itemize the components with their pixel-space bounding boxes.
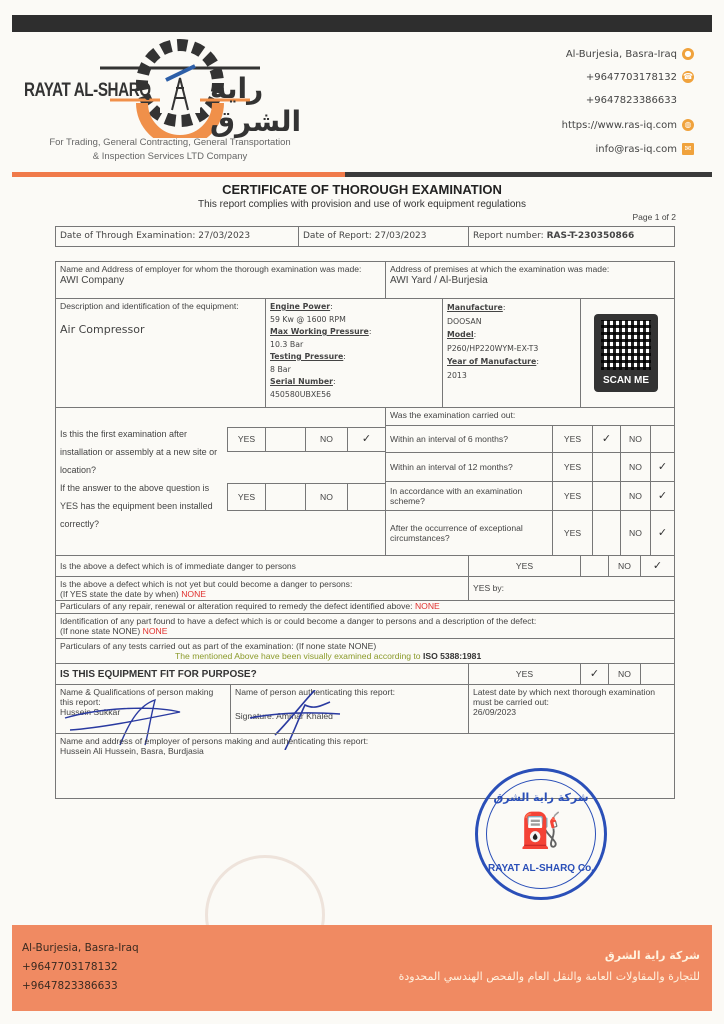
carried-out-no-checkbox[interactable]: [650, 425, 675, 453]
carried-out-question: After the occurrence of exceptional circumstances?: [385, 510, 553, 556]
year-value: 2013: [447, 370, 467, 380]
qr-cell: [580, 298, 675, 408]
identification-sub: (If none state NONE): [60, 626, 143, 636]
equipment-cell: [55, 298, 266, 408]
footer-arabic: [399, 945, 700, 987]
identification-label: Identification of any part found to have a defect which is or could become a danger to persons and a description of the defect:: [60, 616, 537, 626]
premises-label: Address of premises at which the examination was made:: [390, 264, 610, 274]
repair-label: Particulars of any repair, renewal or alteration required to remedy the defect identified above:: [60, 601, 415, 611]
carried-out-no-label: NO: [620, 452, 651, 482]
q1-no-label: NO: [305, 427, 348, 452]
auth-label: Name of person authenticating this report:: [235, 687, 396, 697]
engine-power-label: Engine Power: [270, 302, 331, 311]
serial-value: 450580UBXE56: [270, 389, 332, 399]
carried-out-yes-label: YES: [552, 425, 593, 453]
serial-label: Serial Number: [270, 377, 333, 386]
premises-value: AWI Yard / Al-Burjesia: [390, 275, 488, 286]
footer-arabic-desc: للتجارة والمقاولات العامة والنقل العام والفحص الهندسي المحدودة: [398, 970, 700, 983]
next-exam-date: 26/09/2023: [473, 707, 517, 717]
tests-label: Particulars of any tests carried out as part of the examination: (If none state NONE): [60, 641, 377, 651]
carried-out-no-label: NO: [620, 510, 651, 556]
immediate-no-label: NO: [608, 555, 641, 577]
manufacture-label: Manufacture: [447, 303, 503, 312]
yes-by-field[interactable]: YES by:: [468, 576, 675, 601]
immediate-danger-question: Is the above a defect which is of immediate danger to persons: [55, 555, 469, 577]
q2-yes-label: YES: [227, 483, 266, 511]
repair-cell: [55, 600, 675, 614]
contact-website[interactable]: [562, 119, 694, 131]
tests-cell: [55, 638, 675, 664]
testing-pressure-label: Testing Pressure: [270, 352, 344, 361]
q1-no-checkbox[interactable]: ✓: [347, 427, 386, 452]
first-exam-question: Is this the first examination after installation or assembly at a new site or location?: [60, 429, 218, 475]
qr-code-icon: [601, 320, 651, 370]
max-pressure-value: 10.3 Bar: [270, 339, 304, 349]
scan-me-label: SCAN ME: [602, 375, 650, 386]
identification-value: NONE: [142, 626, 168, 636]
manufacturer-cell: Manufacture: DOOSAN Model: P260/HP220WYM-EX-T3 Year of Manufacture: 2013: [442, 298, 581, 408]
divider-dark: [345, 172, 712, 177]
equipment-value: Air Compressor: [60, 323, 145, 336]
immediate-no-checkbox[interactable]: ✓: [640, 555, 675, 577]
equipment-label: Description and identification of the equipment:: [60, 301, 239, 311]
footer-contact: [22, 939, 139, 996]
q2-yes-checkbox[interactable]: [265, 483, 306, 511]
report-number-value: RAS-T-230350866: [546, 231, 635, 242]
future-danger-cell: [55, 576, 469, 601]
tagline-line-2: & Inspection Services LTD Company: [92, 151, 248, 162]
report-number-label: Report number:: [473, 231, 544, 242]
employer-label: Name and Address of employer for whom the thorough examination was made:: [60, 264, 362, 274]
carried-out-no-checkbox[interactable]: ✓: [650, 510, 675, 556]
footer-arabic-name: شركة راية الشرق: [604, 949, 700, 962]
page-number: Page 1 of 2: [632, 212, 676, 222]
employer-persons-value: Hussein Ali Hussein, Basra, Burdjasia: [60, 746, 204, 756]
footer: [12, 925, 712, 1011]
contact-phone-1: [586, 71, 694, 83]
future-danger-question: Is the above a defect which is not yet but could become a danger to persons:: [60, 579, 353, 589]
footer-phone-1: +9647703178132: [22, 961, 118, 973]
model-value: P260/HP220WYM-EX-T3: [447, 343, 539, 353]
stamp-arabic-text: شركة راية الشرق: [493, 791, 589, 804]
carried-out-yes-checkbox[interactable]: [592, 481, 621, 511]
company-stamp: [475, 768, 607, 900]
fit-no-checkbox[interactable]: [640, 663, 675, 685]
carried-out-yes-label: YES: [552, 481, 593, 511]
contact-text: +9647823386633: [585, 95, 677, 106]
exam-date: Date of Through Examination: 27/03/2023: [55, 226, 299, 247]
footer-phone-2: +9647823386633: [22, 980, 118, 992]
carried-out-yes-checkbox[interactable]: [592, 510, 621, 556]
year-label: Year of Manufacture: [447, 357, 537, 366]
contact-text: Al-Burjesia, Basra-Iraq: [565, 48, 677, 60]
globe-icon: ◍: [682, 119, 694, 131]
maker-label: Name & Qualifications of person making this report:: [60, 687, 214, 707]
footer-address: Al-Burjesia, Basra-Iraq: [22, 942, 139, 954]
equipment-specs-cell: Engine Power: 59 Kw @ 1600 RPM Max Working Pressure: 10.3 Bar Testing Pressure: 8 Bar Serial Number: 450580UBXE56: [265, 298, 443, 408]
model-label: Model: [447, 330, 474, 339]
contact-phone-2: [586, 95, 677, 106]
manufacture-value: DOOSAN: [447, 316, 482, 326]
fit-yes-label: YES: [468, 663, 581, 685]
carried-out-no-label: NO: [620, 425, 651, 453]
fit-no-label: NO: [608, 663, 641, 685]
stamp-english-text: RAYAT AL-SHARQ Co.: [488, 863, 594, 874]
auth-name: Signature: Ammar Khaled: [235, 711, 333, 721]
certificate-title: CERTIFICATE OF THOROUGH EXAMINATION: [222, 182, 502, 197]
contact-address: [566, 48, 694, 60]
identification-cell: [55, 613, 675, 639]
employer-value: AWI Company: [60, 275, 125, 286]
location-pin-icon: ●: [682, 48, 694, 60]
future-danger-sub: (If YES state the date by when): [60, 589, 182, 599]
tests-value: The mentioned Above have been visually examined according to: [175, 651, 423, 661]
oil-pump-icon: ⛽: [519, 812, 563, 850]
future-danger-value: NONE: [181, 589, 207, 599]
carried-out-label: Was the examination carried out:: [385, 407, 675, 426]
report-number: [468, 226, 675, 247]
repair-value: NONE: [414, 601, 440, 611]
carried-out-yes-checkbox[interactable]: [592, 452, 621, 482]
employer-cell: [55, 261, 386, 299]
contact-text: +9647703178132: [585, 71, 677, 83]
divider-orange: [12, 172, 345, 177]
carried-out-no-checkbox[interactable]: ✓: [650, 481, 675, 511]
tagline-line-1: For Trading, General Contracting, General Transportation: [49, 137, 291, 148]
installed-correctly-question: If the answer to the above question is YES has the equipment been installed correctly?: [60, 483, 213, 529]
maker-name: Hussein Sukkar: [60, 707, 121, 717]
tests-standard: ISO 5388:1981: [422, 651, 482, 661]
q1-yes-label: YES: [227, 427, 266, 452]
testing-pressure-value: 8 Bar: [270, 364, 291, 374]
immediate-yes-label: YES: [468, 555, 581, 577]
certificate-subtitle: This report complies with provision and use of work equipment regulations: [198, 199, 526, 210]
carried-out-question: Within an interval of 6 months?: [385, 425, 553, 453]
carried-out-no-checkbox[interactable]: ✓: [650, 452, 675, 482]
max-pressure-label: Max Working Pressure: [270, 327, 369, 336]
carried-out-question: Within an interval of 12 months?: [385, 452, 553, 482]
report-date: Date of Report: 27/03/2023: [298, 226, 469, 247]
next-exam-cell: [468, 684, 675, 734]
company-name-ar: راية الشرق: [210, 72, 302, 138]
website-link[interactable]: https://www.ras-iq.com: [561, 119, 677, 131]
qr-code[interactable]: [594, 314, 658, 392]
engine-power-value: 59 Kw @ 1600 RPM: [270, 314, 346, 324]
fit-yes-checkbox[interactable]: ✓: [580, 663, 609, 685]
mail-icon: ✉: [682, 143, 694, 155]
carried-out-yes-label: YES: [552, 452, 593, 482]
immediate-yes-checkbox[interactable]: [580, 555, 609, 577]
contact-email[interactable]: [596, 143, 694, 155]
carried-out-question: In accordance with an examination scheme?: [385, 481, 553, 511]
next-exam-label: Latest date by which next thorough examination must be carried out:: [473, 687, 656, 707]
tagline: [20, 136, 320, 164]
phone-icon: ☎: [683, 72, 693, 81]
employer-persons-label: Name and address of employer of persons making and authenticating this report:: [60, 736, 369, 746]
email-link[interactable]: info@ras-iq.com: [595, 143, 677, 155]
q2-no-label: NO: [305, 483, 348, 511]
top-band: [12, 15, 712, 32]
carried-out-yes-checkbox[interactable]: ✓: [592, 425, 621, 453]
premises-cell: [385, 261, 675, 299]
company-logo: [20, 38, 320, 168]
fit-for-purpose-question: IS THIS EQUIPMENT FIT FOR PURPOSE?: [55, 663, 469, 685]
carried-out-no-label: NO: [620, 481, 651, 511]
q1-yes-checkbox[interactable]: [265, 427, 306, 452]
q2-no-checkbox[interactable]: [347, 483, 386, 511]
company-name-en: RAYAT AL-SHARQ: [24, 80, 151, 101]
carried-out-yes-label: YES: [552, 510, 593, 556]
